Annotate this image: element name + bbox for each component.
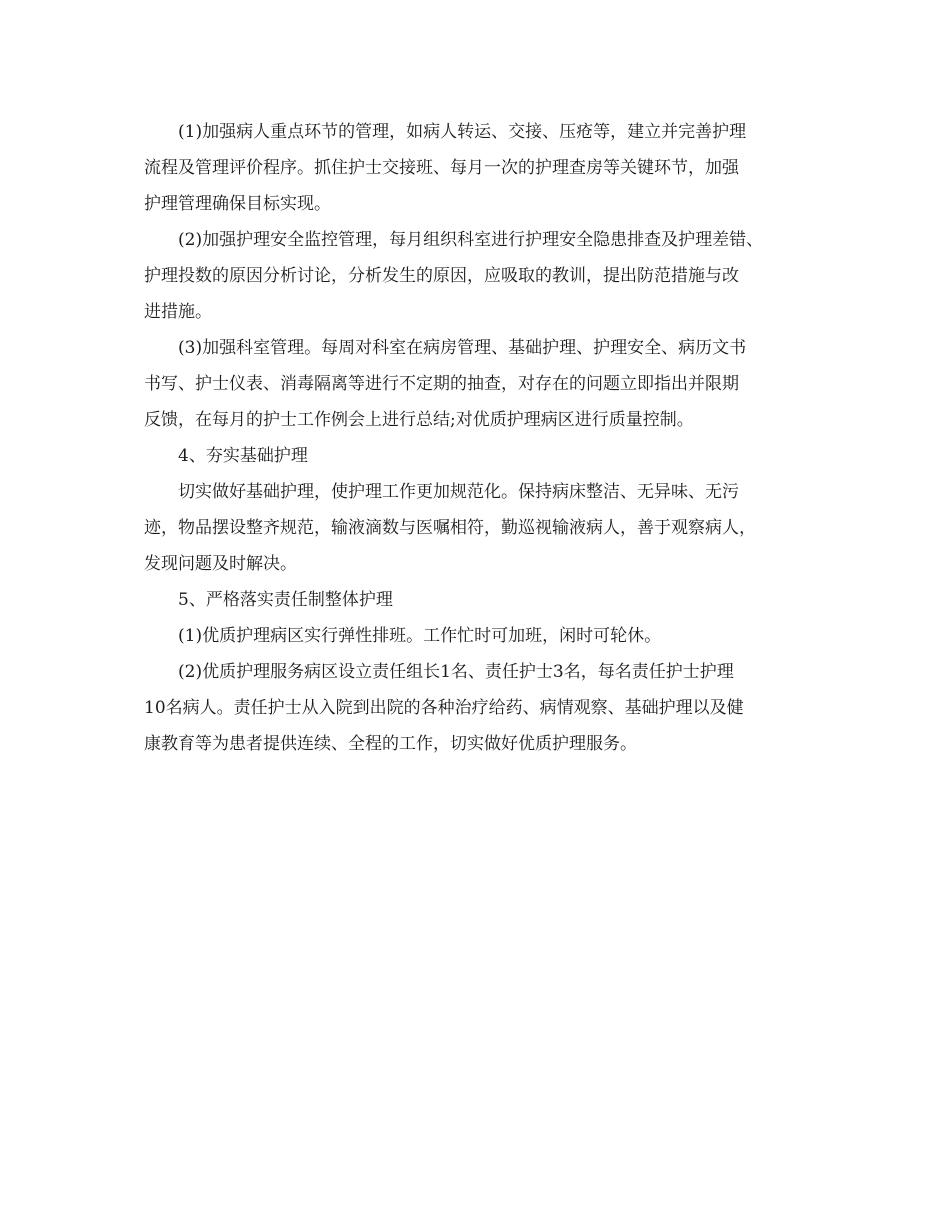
paragraph-line: 进措施。 — [144, 302, 212, 322]
paragraph-line: (3)加强科室管理。每周对科室在病房管理、基础护理、护理安全、病历文书 — [178, 338, 747, 358]
section-heading: 4、夯实基础护理 — [178, 446, 308, 466]
paragraph-line: (1)优质护理病区实行弹性排班。工作忙时可加班，闲时可轮休。 — [178, 626, 662, 646]
paragraph-line: 护理投数的原因分析讨论，分析发生的原因，应吸取的教训，提出防范措施与改 — [144, 266, 739, 286]
paragraph-line: 切实做好基础护理，使护理工作更加规范化。保持病床整洁、无异味、无污 — [178, 482, 739, 502]
paragraph-line: (2)加强护理安全监控管理，每月组织科室进行护理安全隐患排查及护理差错、 — [178, 230, 764, 250]
paragraph-line: 发现问题及时解决。 — [144, 554, 297, 574]
paragraph-line: 康教育等为患者提供连续、全程的工作，切实做好优质护理服务。 — [144, 734, 637, 754]
paragraph-line: 反馈，在每月的护士工作例会上进行总结;对优质护理病区进行质量控制。 — [144, 410, 694, 430]
paragraph-line: 迹，物品摆设整齐规范，输液滴数与医嘱相符，勤巡视输液病人，善于观察病人， — [144, 518, 756, 538]
paragraph-line: (2)优质护理服务病区设立责任组长1名、责任护士3名，每名责任护士护理 — [178, 662, 734, 682]
paragraph-line: 流程及管理评价程序。抓住护士交接班、每月一次的护理查房等关键环节，加强 — [144, 158, 739, 178]
paragraph-line: 护理管理确保目标实现。 — [144, 194, 331, 214]
document-body — [144, 114, 814, 762]
section-heading: 5、严格落实责任制整体护理 — [178, 590, 393, 610]
paragraph-line: 10名病人。责任护士从入院到出院的各种治疗给药、病情观察、基础护理以及健 — [144, 698, 744, 718]
paragraph-line: (1)加强病人重点环节的管理，如病人转运、交接、压疮等，建立并完善护理 — [178, 122, 747, 142]
paragraph-line: 书写、护士仪表、消毒隔离等进行不定期的抽查，对存在的问题立即指出并限期 — [144, 374, 739, 394]
